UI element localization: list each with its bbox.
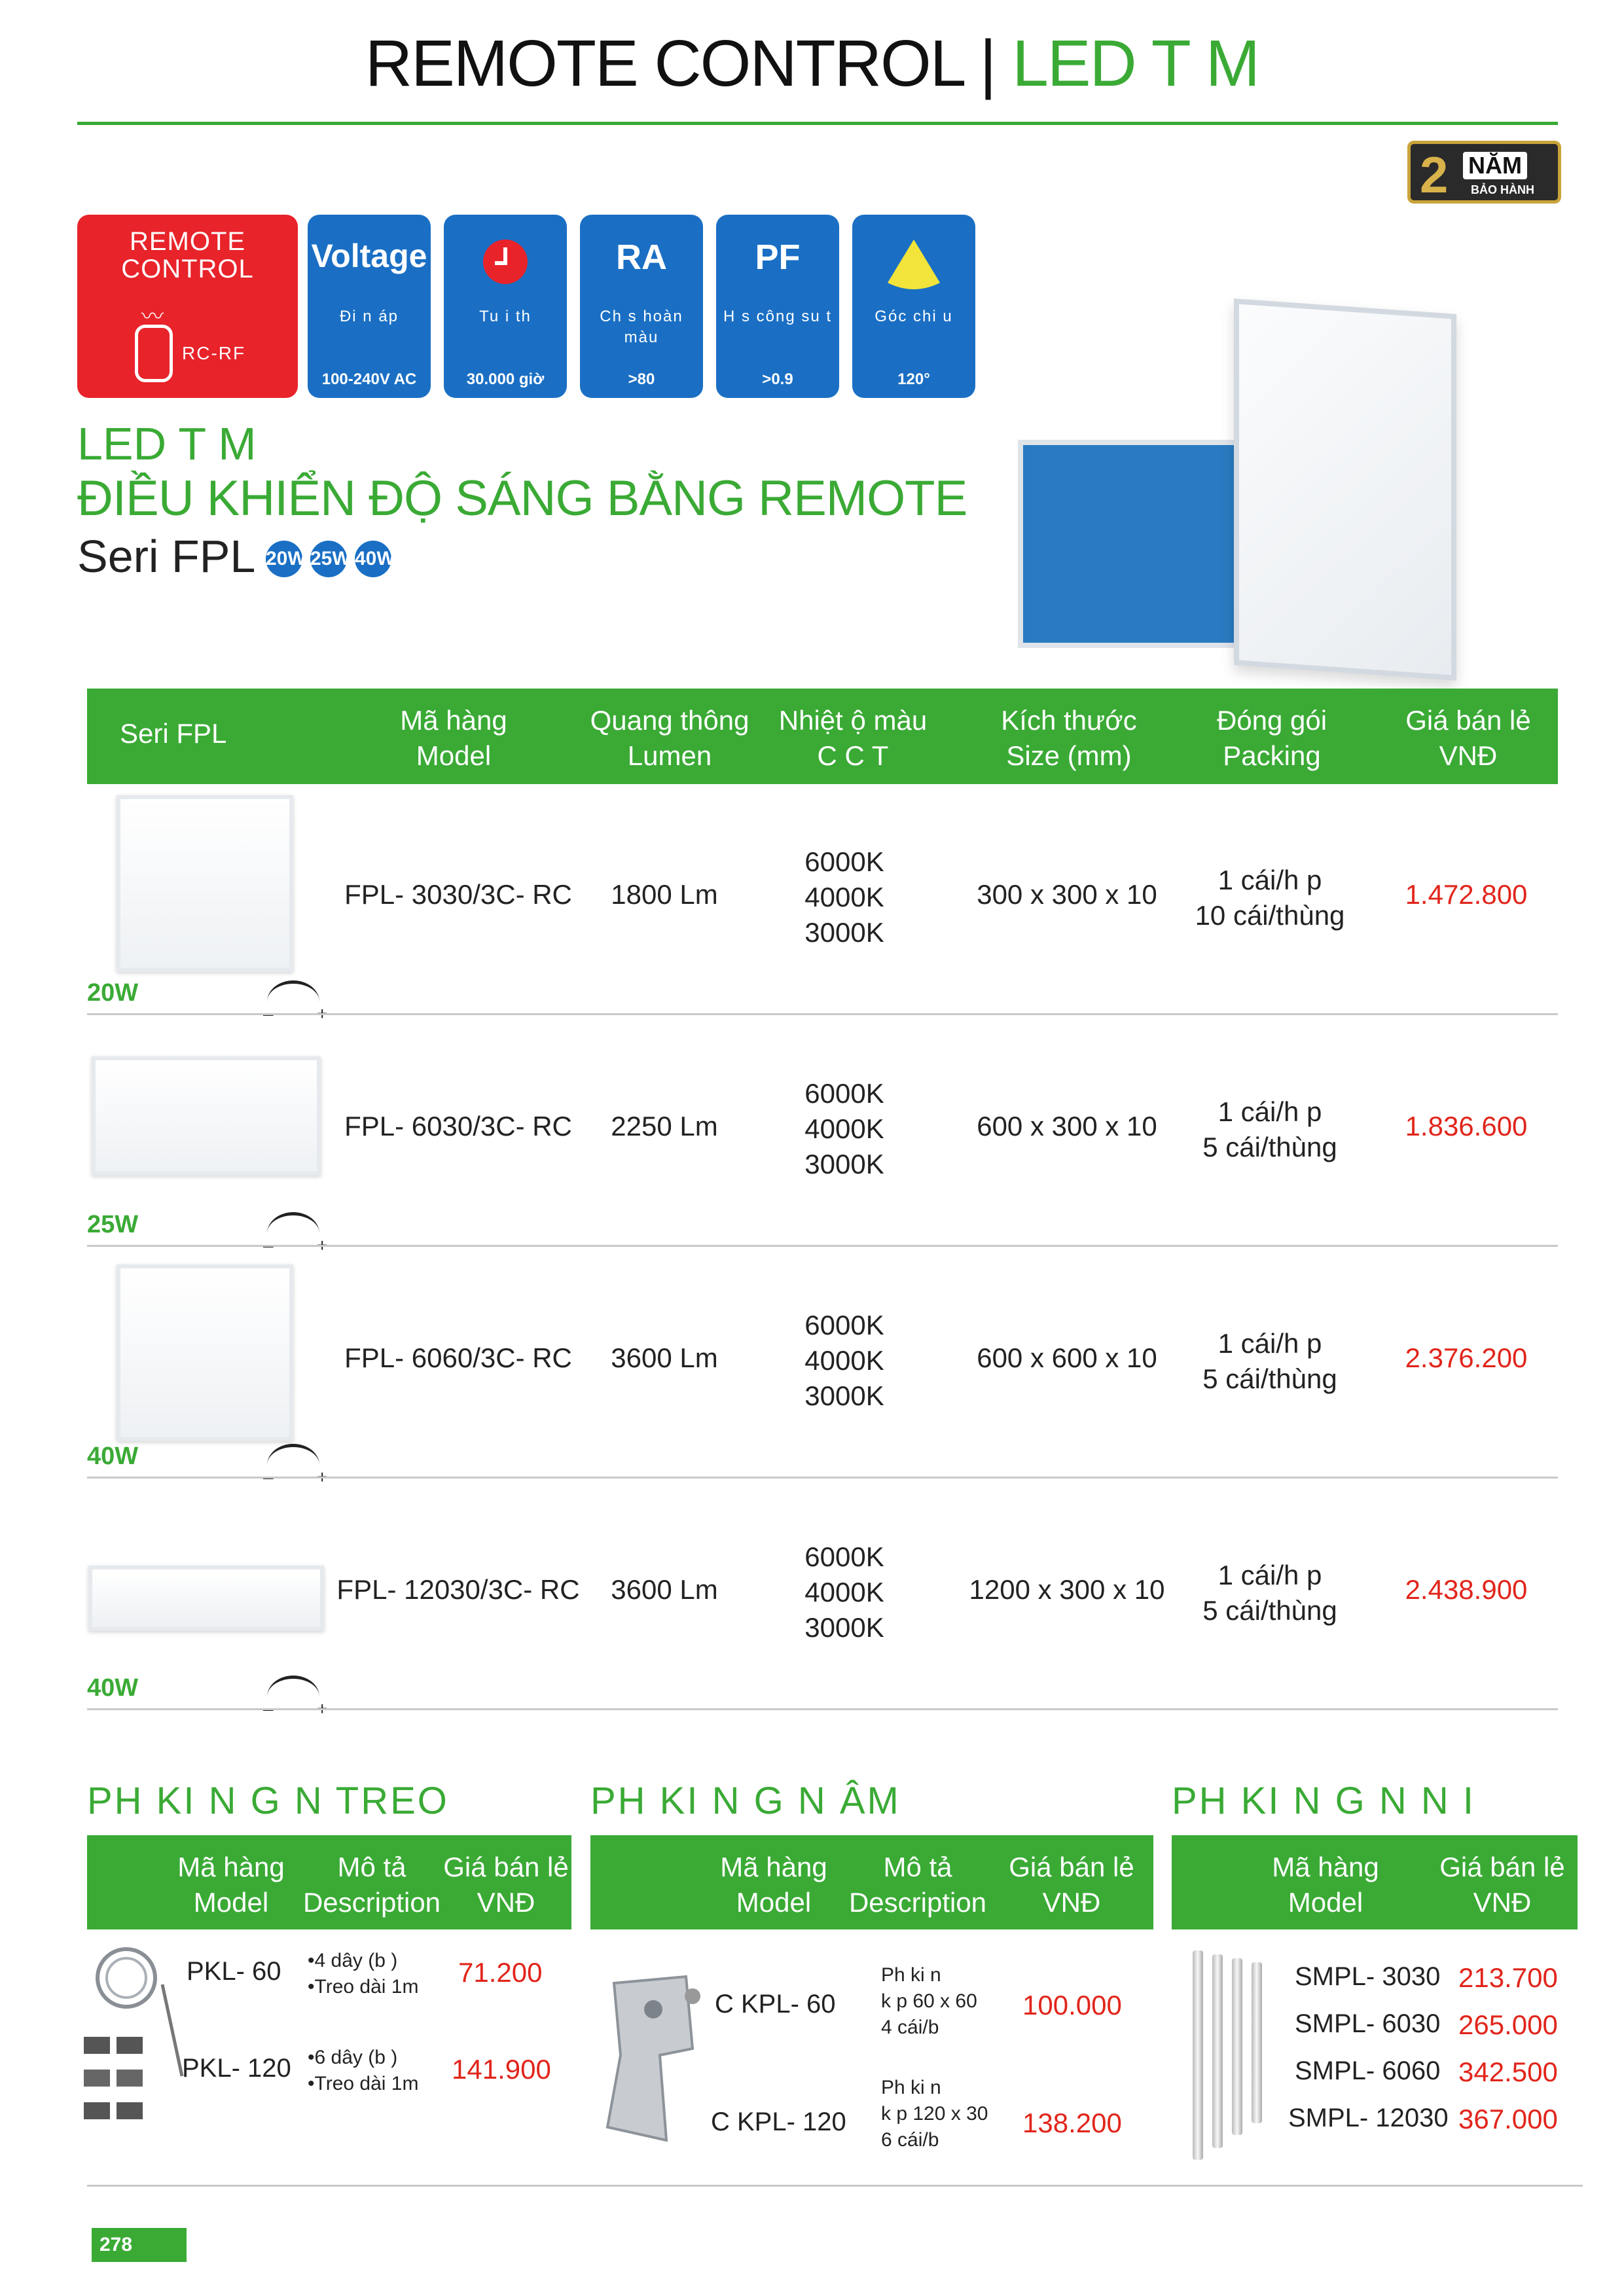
th-model-vi: Mã hàng <box>720 1852 827 1882</box>
row-size: 300 x 300 x 10 <box>977 879 1157 910</box>
surface-frame-bar-image <box>1193 1950 1203 2160</box>
th-description <box>297 1850 447 1920</box>
th-price <box>434 1850 578 1920</box>
recessed-description <box>881 2075 988 2153</box>
recessed-table-header <box>590 1835 1153 1929</box>
surface-price: 342.500 <box>1458 2056 1558 2087</box>
surface-price: 367.000 <box>1458 2104 1558 2134</box>
description-line: 4 cái/b <box>881 2017 939 2038</box>
row-wattage: 40W <box>87 1674 139 1702</box>
row-model: FPL- 3030/3C- RC <box>344 879 572 910</box>
th-model-vi: Mã hàng <box>400 705 507 736</box>
hanging-description <box>308 1948 418 2000</box>
th-model <box>159 1850 303 1920</box>
row-price: 2.438.900 <box>1405 1574 1528 1605</box>
th-packing <box>1174 703 1370 774</box>
spec-caption: Góc chi u <box>875 308 953 325</box>
surface-price: 213.700 <box>1458 1962 1558 1993</box>
product-subtitle: ĐIỀU KHIỂN ĐỘ SÁNG BẰNG REMOTE <box>77 471 967 526</box>
th-description-vi: Mô tả <box>883 1852 952 1882</box>
th-model-vi: Mã hàng <box>177 1852 285 1882</box>
description-line: Ph ki n <box>881 2077 941 2098</box>
description-line: k p 60 x 60 <box>881 1990 977 2012</box>
row-divider <box>87 1708 1558 1710</box>
spec-card-beam-angle <box>852 215 975 398</box>
th-model-en: Model <box>1288 1887 1363 1918</box>
wattage-badge: 40W <box>355 541 391 577</box>
surface-table-header <box>1172 1835 1578 1929</box>
product-image <box>88 1566 324 1631</box>
surface-model: SMPL- 3030 <box>1295 1962 1441 1991</box>
surface-price: 265.000 <box>1458 2009 1558 2040</box>
cct-value: 6000K <box>804 1310 884 1340</box>
row-divider <box>87 1013 1558 1015</box>
accessories-divider <box>87 2185 1583 2187</box>
page-title-main: REMOTE CONTROL <box>365 27 963 100</box>
row-price: 2.376.200 <box>1405 1342 1528 1373</box>
th-price-en: VNĐ <box>1473 1887 1532 1918</box>
cct-value: 6000K <box>804 1078 884 1109</box>
cct-value: 3000K <box>804 917 884 948</box>
th-size <box>964 703 1174 774</box>
th-packing-vi: Đóng gói <box>1216 705 1327 736</box>
th-model-en: Model <box>416 740 492 771</box>
packing-line: 1 cái/h p <box>1218 1560 1322 1590</box>
product-title: LED T M <box>77 418 257 469</box>
cct-value: 3000K <box>804 1380 884 1411</box>
wattage-badge: 20W <box>266 541 302 577</box>
wattage-badge: 25W <box>310 541 347 577</box>
page-title-separator: | <box>979 27 996 100</box>
spec-remote-tag: RC-RF <box>182 343 246 363</box>
th-cct-en: C C T <box>817 740 889 771</box>
page-title <box>0 26 1624 101</box>
description-line: k p 120 x 30 <box>881 2103 988 2125</box>
remote-control-icon <box>135 325 173 382</box>
recessed-price: 138.200 <box>1022 2108 1122 2138</box>
th-series: Seri FPL <box>120 718 227 749</box>
surface-model: SMPL- 12030 <box>1288 2104 1449 2132</box>
th-model-vi: Mã hàng <box>1272 1852 1379 1882</box>
th-model <box>1244 1850 1407 1920</box>
description-line: •4 dây (b ) <box>308 1950 398 1971</box>
row-divider <box>87 1245 1558 1247</box>
voltage-icon: Voltage <box>311 238 427 274</box>
surface-frame-bar-image <box>1252 1962 1262 2123</box>
spec-card-ra <box>580 215 703 398</box>
product-series: Seri FPL <box>77 531 256 582</box>
row-size: 1200 x 300 x 10 <box>969 1574 1165 1605</box>
th-price <box>996 1850 1147 1920</box>
spec-card-lifetime <box>444 215 567 398</box>
th-price-vi: Giá bán lẻ <box>1009 1852 1134 1882</box>
wireless-signal-icon: 〰 <box>141 304 164 329</box>
th-cct <box>748 703 958 774</box>
row-model: FPL- 6060/3C- RC <box>344 1342 572 1373</box>
spec-caption: Đi n áp <box>339 308 399 325</box>
row-divider <box>87 1477 1558 1479</box>
row-lumen: 3600 Lm <box>611 1342 718 1373</box>
packing-line: 1 cái/h p <box>1218 1096 1322 1127</box>
row-packing <box>1172 1326 1368 1397</box>
page-title-accent: LED T M <box>1012 27 1259 100</box>
main-table-header <box>87 689 1558 784</box>
row-cct <box>759 1539 929 1645</box>
hanging-description <box>308 2045 418 2097</box>
warranty-years: 2 <box>1420 146 1449 204</box>
th-price-en: VNĐ <box>1042 1887 1101 1918</box>
warranty-badge <box>1407 141 1561 204</box>
th-price <box>1370 703 1566 774</box>
th-packing-en: Packing <box>1223 740 1321 771</box>
description-line: •Treo dài 1m <box>308 1976 419 1998</box>
row-lumen: 2250 Lm <box>611 1111 718 1141</box>
cct-value: 6000K <box>804 1541 884 1572</box>
pf-icon: PF <box>755 238 801 277</box>
cct-value: 4000K <box>804 1113 884 1144</box>
row-size: 600 x 300 x 10 <box>977 1111 1157 1141</box>
description-line: Ph ki n <box>881 1964 941 1986</box>
th-price-en: VNĐ <box>1439 740 1498 771</box>
row-wattage: 40W <box>87 1443 139 1470</box>
row-packing <box>1172 863 1368 933</box>
row-cct <box>759 1076 929 1182</box>
surface-model: SMPL- 6060 <box>1295 2056 1441 2085</box>
th-price-en: VNĐ <box>477 1887 535 1918</box>
th-model <box>702 1850 846 1920</box>
th-model-en: Model <box>193 1887 269 1918</box>
th-price-vi: Giá bán lẻ <box>1405 705 1531 736</box>
spec-value: 100-240V AC <box>321 370 417 388</box>
hanging-model: PKL- 60 <box>187 1957 281 1986</box>
row-packing <box>1172 1094 1368 1165</box>
dimmer-icon <box>267 1212 319 1255</box>
hero-panel-front-image <box>1234 298 1456 681</box>
description-line: 6 cái/b <box>881 2129 939 2151</box>
packing-line: 1 cái/h p <box>1218 1328 1322 1359</box>
recessed-model: C KPL- 120 <box>711 2108 846 2136</box>
product-image <box>92 1056 321 1175</box>
th-size-vi: Kích thước <box>1001 705 1137 736</box>
dimmer-icon <box>267 1444 319 1486</box>
th-description <box>839 1850 996 1920</box>
product-image <box>117 1265 293 1441</box>
product-image <box>117 795 293 972</box>
description-line: •Treo dài 1m <box>308 2073 419 2094</box>
packing-line: 5 cái/thùng <box>1202 1595 1337 1626</box>
mounting-clip-image <box>594 1970 712 2153</box>
warranty-label: BẢO HÀNH <box>1471 183 1534 196</box>
row-lumen: 3600 Lm <box>611 1574 718 1605</box>
spec-caption: Tu i th <box>479 308 532 325</box>
hanging-table-header <box>87 1835 571 1929</box>
row-packing <box>1172 1558 1368 1628</box>
spec-card-remote <box>77 215 298 398</box>
packing-line: 5 cái/thùng <box>1202 1363 1337 1394</box>
row-size: 600 x 600 x 10 <box>977 1342 1157 1373</box>
th-lumen-en: Lumen <box>627 740 712 771</box>
cct-value: 6000K <box>804 846 884 877</box>
spec-value: 120° <box>897 370 930 388</box>
th-price <box>1427 1850 1578 1920</box>
surface-frame-bar-image <box>1212 1954 1223 2148</box>
spec-card-voltage <box>308 215 431 398</box>
th-description-en: Description <box>302 1887 441 1918</box>
hanging-price: 141.900 <box>452 2054 551 2085</box>
packing-line: 1 cái/h p <box>1218 865 1322 895</box>
packing-line: 10 cái/thùng <box>1195 900 1345 931</box>
recessed-description <box>881 1962 977 2041</box>
cct-value: 4000K <box>804 1345 884 1376</box>
th-lumen-vi: Quang thông <box>590 705 749 736</box>
spec-caption: Ch s hoàn màu <box>600 308 683 346</box>
spec-value: >80 <box>628 370 655 388</box>
row-model: FPL- 6030/3C- RC <box>344 1111 572 1141</box>
hanging-accessory-title: PH KI N G N TREO <box>87 1780 449 1822</box>
cct-value: 3000K <box>804 1149 884 1179</box>
row-price: 1.836.600 <box>1405 1111 1528 1141</box>
row-cct <box>759 844 929 950</box>
dimmer-icon <box>267 980 319 1023</box>
row-cct <box>759 1308 929 1414</box>
th-price-vi: Giá bán lẻ <box>1439 1852 1565 1882</box>
row-wattage: 25W <box>87 1211 139 1238</box>
recessed-price: 100.000 <box>1022 1990 1122 2020</box>
packing-line: 5 cái/thùng <box>1202 1132 1337 1162</box>
description-line: •6 dây (b ) <box>308 2047 398 2068</box>
spec-card-pf <box>716 215 839 398</box>
row-price: 1.472.800 <box>1405 879 1528 910</box>
spec-caption: H s công su t <box>723 308 833 325</box>
th-lumen <box>571 703 768 774</box>
th-model-en: Model <box>736 1887 812 1918</box>
surface-model: SMPL- 6030 <box>1295 2009 1441 2038</box>
dimmer-icon <box>267 1676 319 1718</box>
hanging-model: PKL- 120 <box>182 2054 291 2083</box>
surface-frame-bar-image <box>1232 1958 1242 2135</box>
header-divider <box>77 122 1558 125</box>
row-model: FPL- 12030/3C- RC <box>336 1574 580 1605</box>
spec-remote-title: REMOTE CONTROL <box>121 227 254 283</box>
th-size-en: Size (mm) <box>1006 740 1132 771</box>
warranty-unit: NĂM <box>1463 152 1527 179</box>
cct-value: 4000K <box>804 882 884 912</box>
th-price-vi: Giá bán lẻ <box>443 1852 569 1882</box>
surface-accessory-title: PH KI N G N N I <box>1172 1780 1475 1822</box>
cct-value: 3000K <box>804 1612 884 1643</box>
hanging-kit-image <box>77 1945 189 2142</box>
th-description-en: Description <box>848 1887 987 1918</box>
recessed-accessory-title: PH KI N G N ÂM <box>590 1780 901 1822</box>
th-model <box>355 703 552 774</box>
beam-angle-icon <box>852 237 975 298</box>
hanging-price: 71.200 <box>458 1957 543 1988</box>
row-wattage: 20W <box>87 979 139 1007</box>
th-cct-vi: Nhiệt ộ màu <box>778 705 928 736</box>
ra-icon: RA <box>616 238 667 277</box>
clock-icon <box>444 237 567 295</box>
page-number: 278 <box>92 2228 187 2262</box>
th-description-vi: Mô tả <box>337 1852 406 1882</box>
spec-value: >0.9 <box>762 370 793 388</box>
spec-value: 30.000 giờ <box>466 370 545 388</box>
cct-value: 4000K <box>804 1577 884 1607</box>
row-lumen: 1800 Lm <box>611 879 718 910</box>
recessed-model: C KPL- 60 <box>715 1990 836 2018</box>
